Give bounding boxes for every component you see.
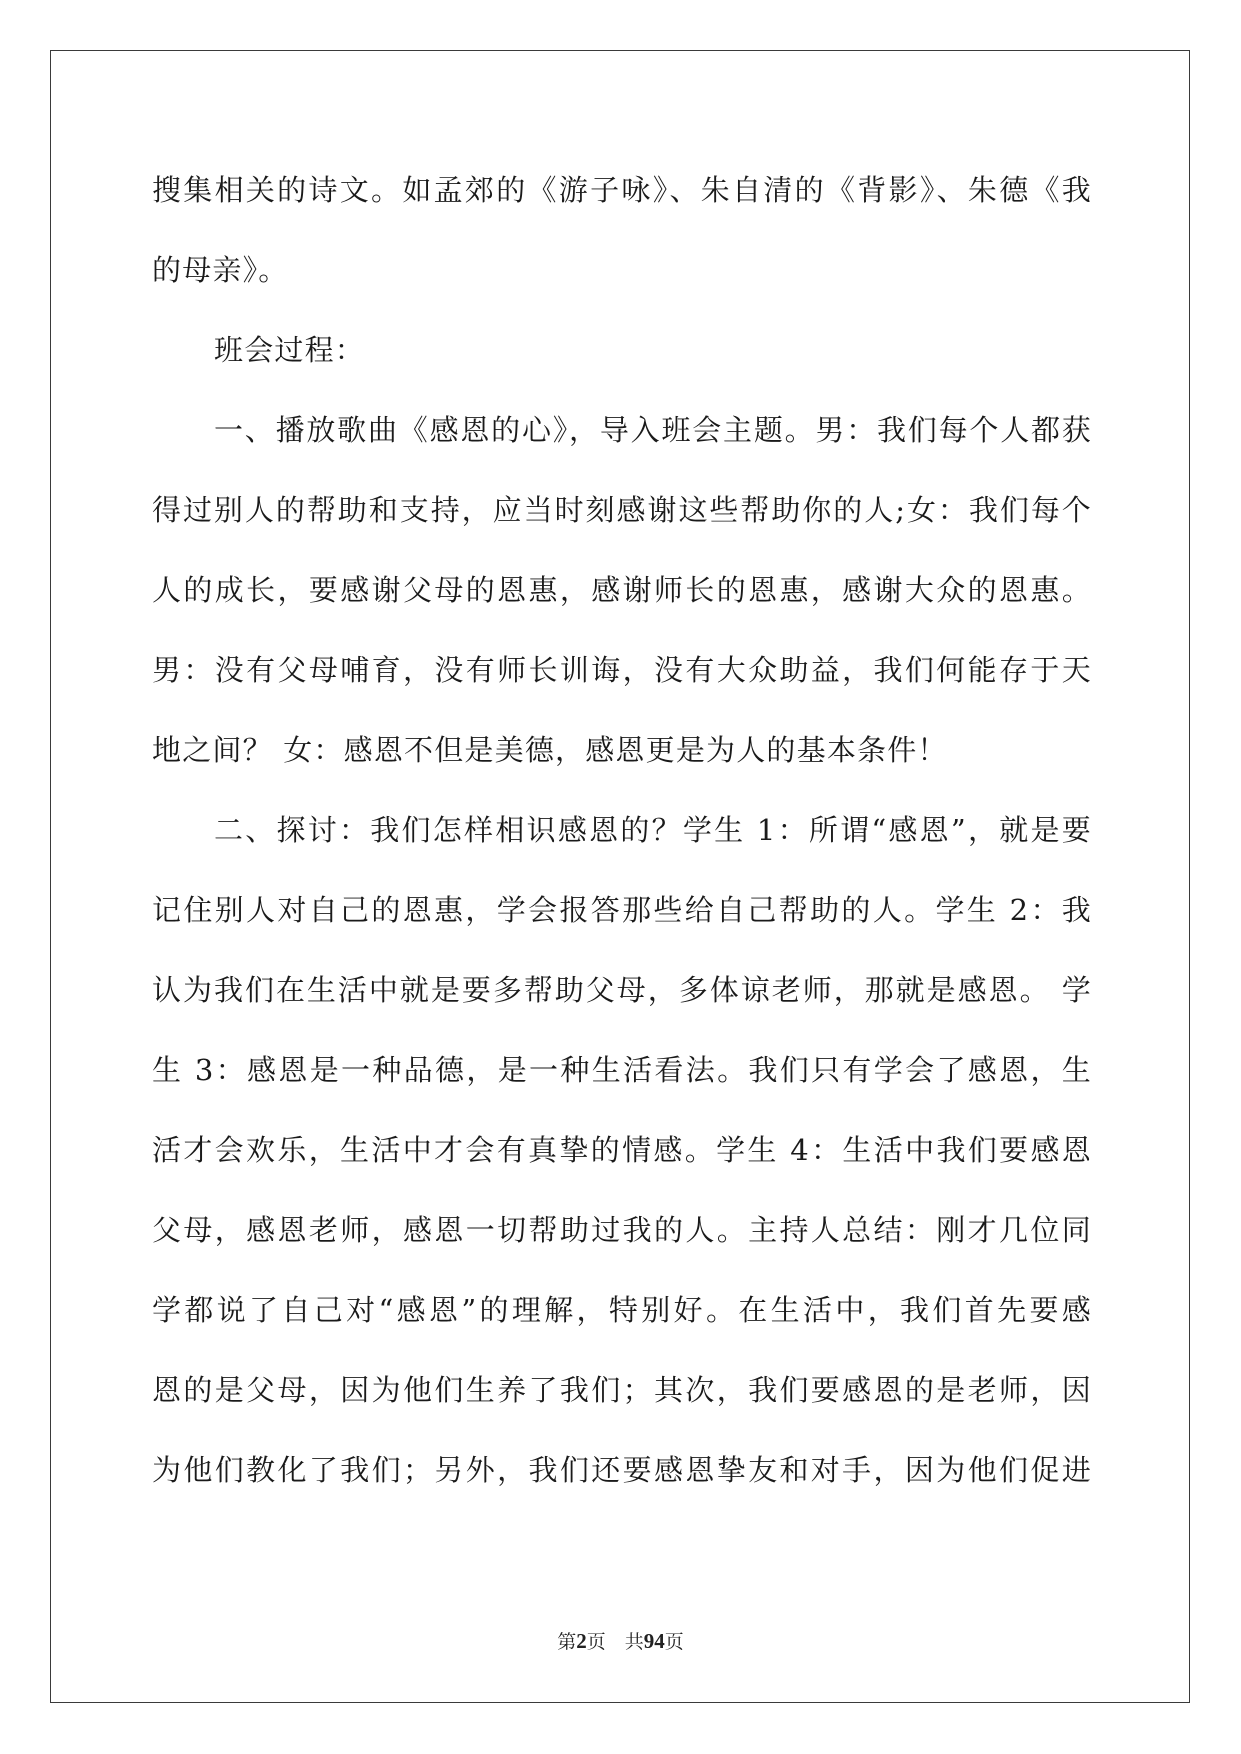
body-line: 男：没有父母哺育，没有师长训诲，没有大众助益，我们何能存于天 [152, 653, 1092, 687]
body-line: 恩的是父母，因为他们生养了我们；其次，我们要感恩的是老师，因 [152, 1373, 1092, 1407]
body-line: 地之间？ 女：感恩不但是美德，感恩更是为人的基本条件！ [152, 733, 948, 767]
body-line: 为他们教化了我们；另外，我们还要感恩挚友和对手，因为他们促进 [152, 1453, 1092, 1487]
body-line: 认为我们在生活中就是要多帮助父母，多体谅老师，那就是感恩。 学 [152, 973, 1092, 1007]
page-label-suffix: 页 [664, 1631, 684, 1653]
paragraph-first-line: 二、探讨：我们怎样相识感恩的？学生 1：所谓“感恩”，就是要 [214, 813, 1092, 847]
document-body [152, 163, 1092, 1523]
body-line: 活才会欢乐，生活中才会有真挚的情感。学生 4：生活中我们要感恩 [152, 1133, 1092, 1167]
body-line: 学都说了自己对“感恩”的理解，特别好。在生活中，我们首先要感 [152, 1293, 1092, 1327]
body-line: 父母，感恩老师，感恩一切帮助过我的人。主持人总结：刚才几位同 [152, 1213, 1092, 1247]
body-line: 得过别人的帮助和支持，应当时刻感谢这些帮助你的人;女：我们每个 [152, 493, 1092, 527]
body-line: 人的成长，要感谢父母的恩惠，感谢师长的恩惠，感谢大众的恩惠。 [152, 573, 1092, 607]
page-label-mid: 页 共 [586, 1631, 644, 1653]
paragraph-first-line: 一、播放歌曲《感恩的心》，导入班会主题。男：我们每个人都获 [214, 413, 1092, 447]
section-heading: 班会过程： [214, 333, 366, 367]
body-line: 记住别人对自己的恩惠，学会报答那些给自己帮助的人。学生 2：我 [152, 893, 1092, 927]
current-page-number: 2 [576, 1629, 587, 1653]
total-page-count: 94 [643, 1629, 665, 1653]
body-line: 的母亲》。 [152, 253, 289, 287]
body-line: 搜集相关的诗文。如孟郊的《游子咏》、朱自清的《背影》、朱德《我 [152, 173, 1092, 207]
page-label-prefix: 第 [557, 1631, 577, 1653]
body-line: 生 3：感恩是一种品德，是一种生活看法。我们只有学会了感恩，生 [152, 1053, 1092, 1087]
page-number-footer [0, 1627, 1241, 1654]
